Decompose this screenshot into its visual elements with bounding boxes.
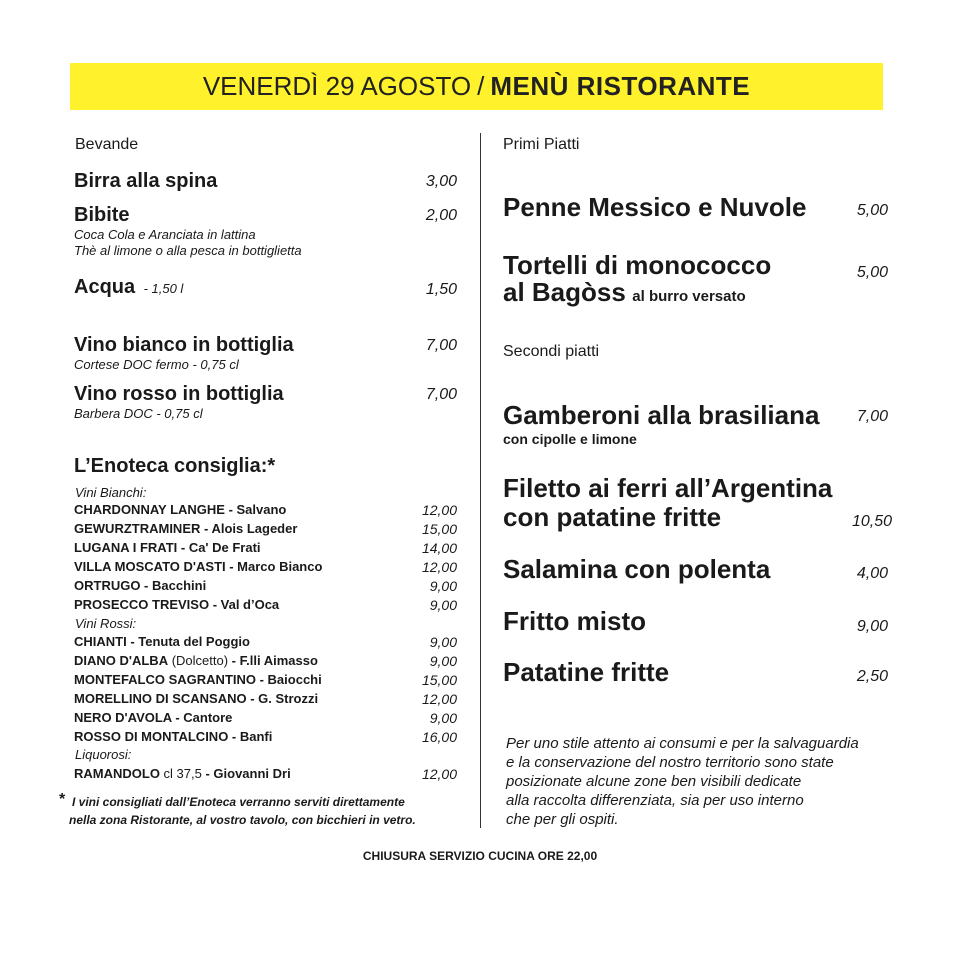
birra-name: Birra alla spina <box>74 170 218 192</box>
eco-note-line: posizionate alcune zone ben visibili dedicate <box>506 773 802 790</box>
vino-rosso-note: Barbera DOC - 0,75 cl <box>74 406 203 421</box>
bibite-name: Bibite <box>74 204 130 226</box>
acqua-price: 1,50 <box>425 281 457 298</box>
wine-price: 9,00 <box>429 653 457 669</box>
wine-price: 12,00 <box>421 691 457 707</box>
wine-item: ORTRUGO - Bacchini <box>74 578 207 593</box>
wine-item: NERO D'AVOLA - Cantore <box>74 710 233 725</box>
wine-price: 9,00 <box>429 597 457 613</box>
vino-bianco-name: Vino bianco in bottiglia <box>74 334 294 356</box>
vini-rossi-label: Vini Rossi: <box>75 616 137 631</box>
vino-bianco-price: 7,00 <box>425 337 457 354</box>
vini-bianchi-label: Vini Bianchi: <box>75 485 147 500</box>
enoteca-footnote-2: nella zona Ristorante, al vostro tavolo, con bicchieri in vetro. <box>69 813 416 827</box>
header-title: MENÙ RISTORANTE <box>490 71 751 101</box>
wine-price: 15,00 <box>421 672 457 688</box>
gamberoni-name: Gamberoni alla brasiliana <box>503 400 820 430</box>
liquorosi-label: Liquorosi: <box>75 747 132 762</box>
wine-item: VILLA MOSCATO D'ASTI - Marco Bianco <box>74 559 323 574</box>
wine-item <box>74 653 318 668</box>
wine-item: ROSSO DI MONTALCINO - Banfi <box>74 729 273 744</box>
acqua-name: Acqua <box>74 276 136 298</box>
primi-heading: Primi Piatti <box>503 136 580 153</box>
wine-item: PROSECCO TREVISO - Val d’Oca <box>74 597 280 612</box>
filetto-price: 10,50 <box>851 513 892 530</box>
secondi-heading: Secondi piatti <box>503 343 600 360</box>
acqua-size: - 1,50 l <box>143 281 184 296</box>
wine-item: CHARDONNAY LANGHE - Salvano <box>74 502 287 517</box>
bibite-note-1: Coca Cola e Aranciata in lattina <box>74 227 256 242</box>
patatine-price: 2,50 <box>856 668 888 685</box>
eco-note <box>506 734 859 829</box>
patatine-name: Patatine fritte <box>503 657 670 687</box>
wine-price: 12,00 <box>421 766 457 782</box>
bibite-note-2: Thè al limone o alla pesca in bottiglietta <box>74 243 302 258</box>
wine-item: MORELLINO DI SCANSANO - G. Strozzi <box>74 691 319 706</box>
wine-name-a: RAMANDOLO <box>74 766 160 781</box>
fritto-price: 9,00 <box>856 618 888 635</box>
wine-price: 9,00 <box>429 710 457 726</box>
salamina-price: 4,00 <box>856 565 888 582</box>
wine-name-b: (Dolcetto) <box>168 653 232 668</box>
tortelli-price: 5,00 <box>856 264 888 281</box>
penne-price: 5,00 <box>856 202 888 219</box>
vino-bianco-note: Cortese DOC fermo - 0,75 cl <box>74 357 239 372</box>
wine-item: LUGANA I FRATI - Ca' De Frati <box>74 540 261 555</box>
enoteca-heading: L’Enoteca consiglia:* <box>74 455 276 477</box>
wine-name-c: - F.lli Aimasso <box>231 653 318 668</box>
header-banner <box>70 63 883 110</box>
wine-name-c: - Giovanni Dri <box>205 766 291 781</box>
wine-price: 12,00 <box>421 559 457 575</box>
eco-note-line: Per uno stile attento ai consumi e per la salvaguardia <box>506 735 859 752</box>
wine-name-b: cl 37,5 <box>159 766 206 781</box>
filetto-line-2: con patatine fritte <box>503 502 722 532</box>
header-separator: / <box>477 71 485 101</box>
footnote-star: * <box>59 791 66 808</box>
tortelli-line-2-row <box>503 277 746 308</box>
closing-time-footer: CHIUSURA SERVIZIO CUCINA ORE 22,00 <box>362 849 598 863</box>
acqua-row <box>74 276 183 299</box>
fritto-name: Fritto misto <box>503 606 646 636</box>
wine-price: 15,00 <box>421 521 457 537</box>
wine-item: GEWURZTRAMINER - Alois Lageder <box>74 521 298 536</box>
filetto-line-1: Filetto ai ferri all’Argentina <box>503 473 833 503</box>
header-date: VENERDÌ 29 AGOSTO <box>202 71 472 101</box>
wine-price: 9,00 <box>429 578 457 594</box>
bevande-heading: Bevande <box>75 136 139 153</box>
penne-name: Penne Messico e Nuvole <box>503 192 807 222</box>
gamberoni-price: 7,00 <box>856 408 888 425</box>
eco-note-line: e la conservazione del nostro territorio sono state <box>506 754 834 771</box>
column-divider <box>480 133 481 828</box>
vino-rosso-price: 7,00 <box>425 386 457 403</box>
wine-price: 14,00 <box>421 540 457 556</box>
wine-price: 9,00 <box>429 634 457 650</box>
wine-item: CHIANTI - Tenuta del Poggio <box>74 634 250 649</box>
wine-price: 12,00 <box>421 502 457 518</box>
wine-price: 16,00 <box>421 729 457 745</box>
wine-item <box>74 766 291 781</box>
tortelli-suffix: al burro versato <box>632 288 746 305</box>
enoteca-footnote-1: I vini consigliati dall’Enoteca verranno serviti direttamente <box>72 795 405 809</box>
bibite-price: 2,00 <box>425 207 457 224</box>
salamina-name: Salamina con polenta <box>503 554 771 584</box>
tortelli-line-1: Tortelli di monococco <box>503 250 772 280</box>
birra-price: 3,00 <box>425 173 457 190</box>
wine-item: MONTEFALCO SAGRANTINO - Baiocchi <box>74 672 322 687</box>
wine-name-a: DIANO D'ALBA <box>74 653 169 668</box>
gamberoni-sub: con cipolle e limone <box>503 431 637 447</box>
eco-note-line: alla raccolta differenziata, sia per uso interno <box>506 792 804 809</box>
eco-note-line: che per gli ospiti. <box>506 811 619 828</box>
tortelli-line-2: al Bagòss <box>503 277 626 307</box>
vino-rosso-name: Vino rosso in bottiglia <box>74 383 284 405</box>
